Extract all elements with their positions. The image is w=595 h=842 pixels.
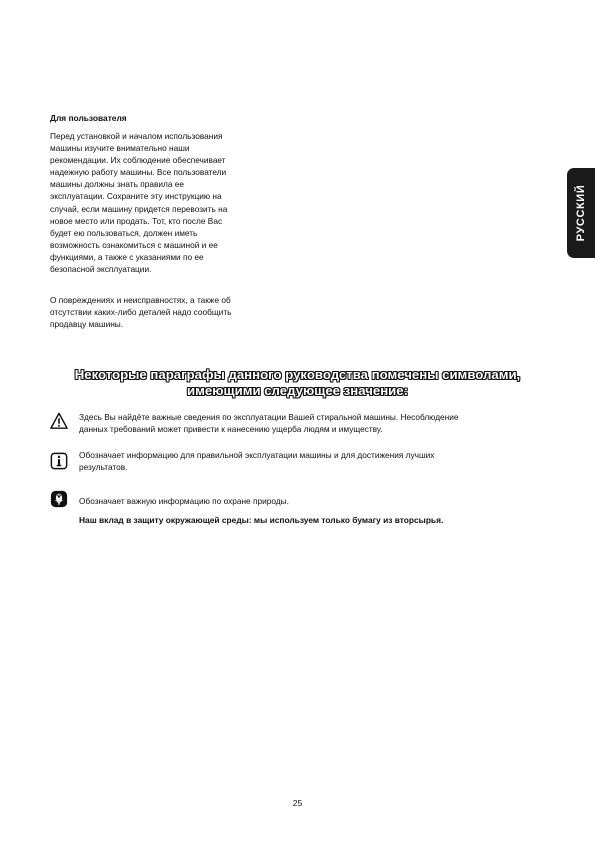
- heading-line: Некоторые параграфы данного руководства помечены символами,: [74, 367, 521, 382]
- text-line: Обозначает важную информацию по охране природы.: [79, 496, 289, 506]
- warning-note: [79, 411, 559, 435]
- text-line: данных требований может привести к нанесению ущерба людям и имуществу.: [79, 424, 383, 435]
- info-icon: [50, 452, 68, 470]
- text-line: будет ею пользоваться, должен иметь: [50, 227, 198, 238]
- flower-icon: [50, 490, 68, 508]
- text-line: надежную работу машины. Все пользователи: [50, 167, 227, 178]
- language-tab: [567, 168, 595, 258]
- text-line: Обозначает информацию для правильной эксплуатации машины и для достижения лучших: [79, 450, 435, 460]
- text-line: результатов.: [79, 462, 128, 473]
- text-line: функциями, а также с указаниями по ее: [50, 251, 204, 262]
- text-line: возможность ознакомиться с машиной и ее: [50, 239, 218, 250]
- page-number: 25: [292, 798, 303, 808]
- text-line: новое место или продать. Тот, кто после Вас: [50, 215, 223, 226]
- text-line: Здесь Вы найдёте важные сведения по эксплуатации Вашей стиральной машины. Несоблюдение: [79, 412, 459, 422]
- text-line: рекомендации. Их соблюдение обеспечивает: [50, 155, 226, 166]
- text-line: безопасной эксплуатации.: [50, 264, 152, 275]
- text-line: продавцу машины.: [50, 319, 124, 330]
- damage-report-paragraph: [50, 294, 285, 330]
- text-line: отсутствии каких-либо деталей надо сообщить: [50, 307, 232, 318]
- text-line: эксплуатации. Сохраните эту инструкцию на: [50, 191, 222, 202]
- text-line: Перед установкой и началом использования: [50, 131, 223, 141]
- environment-note: [79, 495, 559, 507]
- intro-paragraph: [50, 130, 285, 275]
- text-line: машины изучите внимательно наши: [50, 143, 190, 154]
- info-note: [79, 449, 559, 473]
- language-tab-label: РУССКИЙ: [575, 184, 587, 242]
- text-line: О повреждениях и неисправностях, а также об: [50, 295, 231, 305]
- warning-triangle-icon: [50, 412, 68, 430]
- heading-line: имеющими следующее значение:: [187, 382, 408, 398]
- text-line: машины должны знать правила ее: [50, 179, 184, 190]
- text-line: случай, если машину придется перевозить на: [50, 203, 228, 214]
- symbols-heading: [40, 367, 555, 398]
- section-title: Для пользователя: [50, 113, 127, 123]
- environment-statement: Наш вклад в защиту окружающей среды: мы используем только бумагу из вторсырья.: [79, 515, 444, 525]
